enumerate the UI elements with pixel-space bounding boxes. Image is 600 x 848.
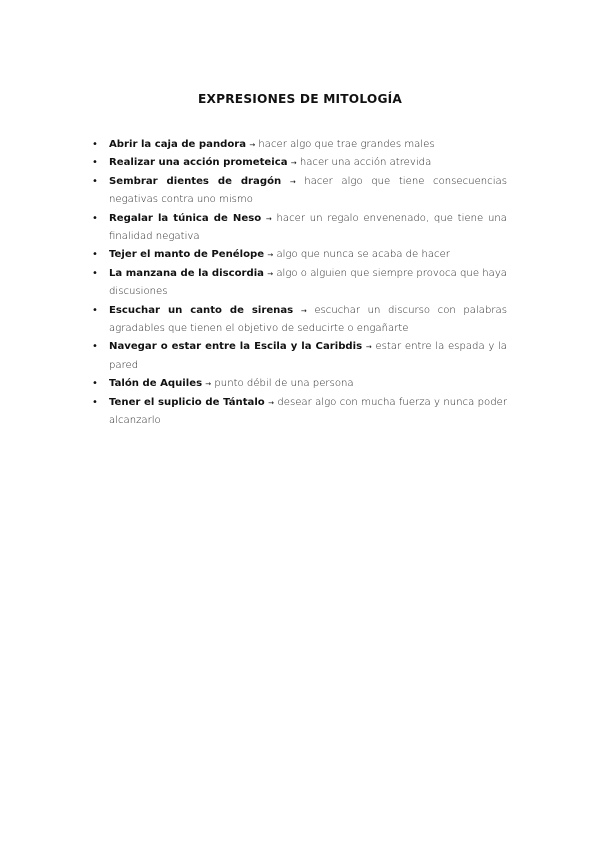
arrow-icon: → xyxy=(265,214,272,223)
list-item xyxy=(92,338,507,375)
expression-meaning: desear algo con mucha fuerza y nunca poder alcanzarlo xyxy=(109,396,507,427)
list-item xyxy=(92,154,507,172)
expression-term: Tejer el manto de Penélope xyxy=(109,249,265,261)
expression-meaning: hacer un regalo envenenado, que tiene una finalidad negativa xyxy=(109,212,507,243)
list-item xyxy=(92,173,507,210)
page-title: EXPRESIONES DE MITOLOGÍA xyxy=(197,92,403,106)
bullet-icon: • xyxy=(92,341,98,353)
arrow-icon: → xyxy=(300,306,307,315)
expression-meaning: punto débil de una persona xyxy=(214,378,354,390)
arrow-icon: → xyxy=(249,141,256,149)
expression-term: Tener el suplicio de Tántalo xyxy=(109,396,265,408)
bullet-icon: • xyxy=(92,249,98,261)
bullet-icon: • xyxy=(92,378,98,390)
expression-term: La manzana de la discordia xyxy=(109,267,264,279)
list-item xyxy=(92,302,507,339)
expression-meaning: hacer algo que tiene consecuencias negativas contra uno mismo xyxy=(109,175,507,206)
bullet-icon: • xyxy=(92,212,98,224)
bullet-icon: • xyxy=(92,396,98,408)
arrow-icon: → xyxy=(267,269,274,278)
expression-meaning: hacer algo que trae grandes males xyxy=(258,139,435,150)
bullet-icon: • xyxy=(92,304,98,316)
bullet-icon: • xyxy=(92,267,98,279)
arrow-icon: → xyxy=(205,380,212,389)
expression-term: Sembrar dientes de dragón xyxy=(109,175,282,187)
expression-meaning: algo o alguien que siempre provoca que haya discusiones xyxy=(109,267,507,298)
list-item xyxy=(92,136,507,154)
expression-term: Escuchar un canto de sirenas xyxy=(109,304,294,316)
list-item xyxy=(92,375,507,393)
expression-term: Realizar una acción prometeica xyxy=(109,157,288,169)
expression-meaning: algo que nunca se acaba de hacer xyxy=(276,249,450,261)
expressions-list xyxy=(92,136,507,431)
list-item xyxy=(92,394,507,431)
list-item xyxy=(92,246,507,264)
arrow-icon: → xyxy=(365,343,372,352)
bullet-icon: • xyxy=(92,175,98,187)
arrow-icon: → xyxy=(268,398,274,407)
expression-term: Navegar o estar entre la Escila y la Caribdis xyxy=(109,341,363,353)
bullet-icon: • xyxy=(92,157,98,169)
arrow-icon: → xyxy=(290,159,297,168)
expression-term: Regalar la túnica de Neso xyxy=(109,212,262,224)
arrow-icon: → xyxy=(267,251,274,260)
bullet-icon: • xyxy=(92,139,98,150)
expression-meaning: estar entre la espada y la pared xyxy=(109,341,507,371)
expression-term: Abrir la caja de pandora xyxy=(109,139,247,150)
expression-meaning: hacer una acción atrevida xyxy=(299,157,432,169)
expression-term: Talón de Aquiles xyxy=(109,378,203,390)
list-item xyxy=(92,210,507,247)
arrow-icon: → xyxy=(289,177,296,186)
list-item xyxy=(92,265,507,302)
expression-meaning: escuchar un discurso con palabras agradables que tienen el objetivo de seducirte o engañarte xyxy=(109,304,507,335)
